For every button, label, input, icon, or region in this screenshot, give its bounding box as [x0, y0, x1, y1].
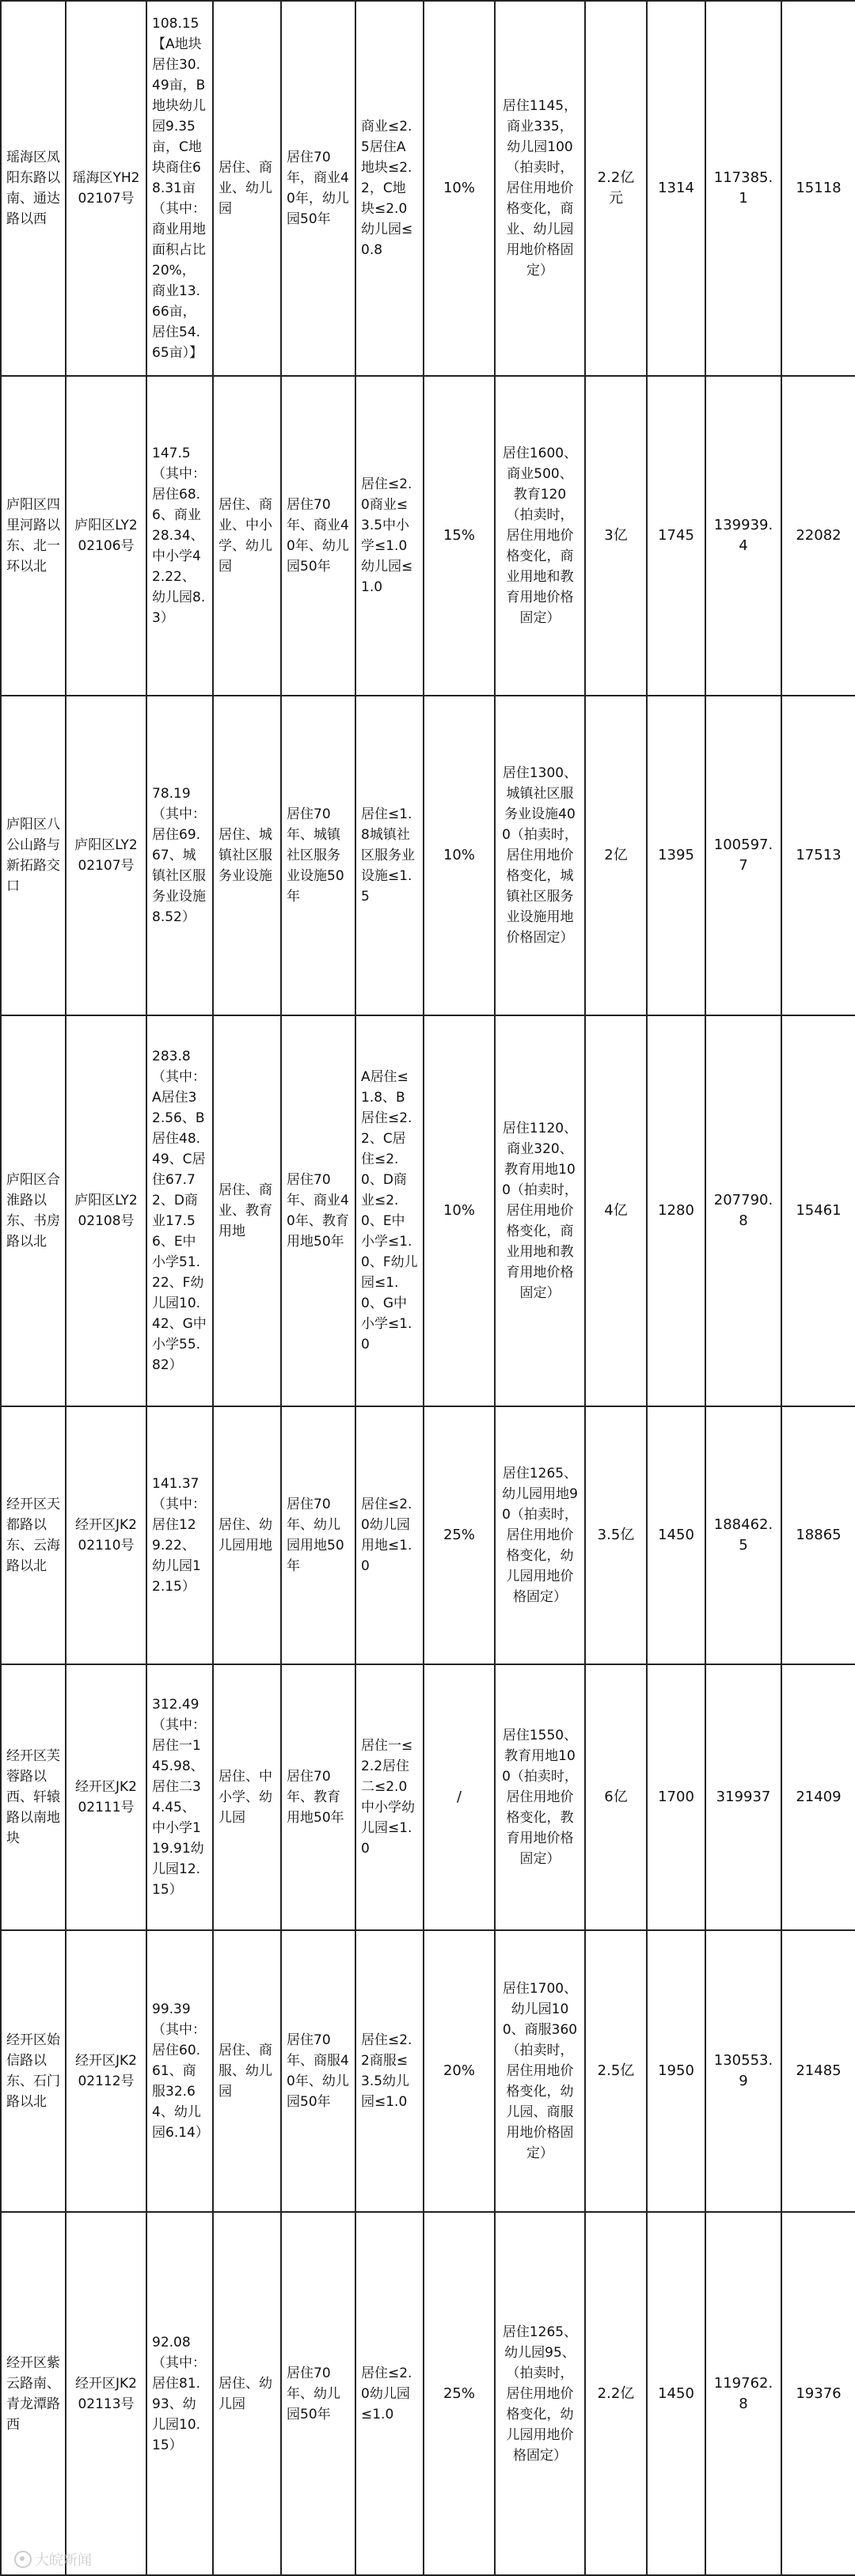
cell-plot-code: 庐阳区LY202107号: [66, 696, 146, 1015]
cell-deposit: 6亿: [585, 1664, 647, 1930]
cell-total-price: 319937: [705, 1664, 781, 1930]
cell-bond-ratio: 25%: [424, 1406, 495, 1664]
cell-area: 283.8（其中：A居住32.56、B居住48.49、C居住67.72、D商业17.56、E中小学51.22、F幼儿园10.42、G中小学55.82）: [146, 1015, 213, 1406]
cell-plot-ratio: 商业≤2.5居住A地块≤2.2，C地块≤2.0幼儿园≤0.8: [355, 1, 424, 376]
cell-price-note: 居住1550、教育用地100（拍卖时，居住用地价格变化，教育用地价格固定）: [495, 1664, 585, 1930]
cell-area: 99.39（其中：居住60.61、商服32.64、幼儿园6.14）: [146, 1930, 213, 2212]
cell-land-use: 居住、商业、中小学、幼儿园: [213, 376, 281, 696]
cell-floor-price: 21485: [781, 1930, 855, 2212]
cell-location: 经开区始信路以东、石门路以北: [1, 1930, 66, 2212]
cell-area: 141.37（其中：居住129.22、幼儿园12.15）: [146, 1406, 213, 1664]
cell-price-note: 居住1265、幼儿园用地90（拍卖时，居住用地价格变化，幼儿园用地价格固定）: [495, 1406, 585, 1664]
table-row: [1, 1664, 855, 1930]
cell-use-term: 居住70年、城镇社区服务业设施50年: [281, 696, 355, 1015]
cell-use-term: 居住70年、商服40年、幼儿园50年: [281, 1930, 355, 2212]
cell-plot-ratio: 居住≤2.0商业≤3.5中小学≤1.0幼儿园≤1.0: [355, 376, 424, 696]
cell-total-price: 117385.1: [705, 1, 781, 376]
watermark: [14, 2549, 92, 2570]
cell-floor-price: 15461: [781, 1015, 855, 1406]
cell-floor-price: 17513: [781, 696, 855, 1015]
cell-total-price: 207790.8: [705, 1015, 781, 1406]
cell-use-term: 居住70年、商业40年、教育用地50年: [281, 1015, 355, 1406]
cell-price-note: 居住1300、城镇社区服务业设施400（拍卖时，居住用地价格变化，城镇社区服务业设施用地价格固定）: [495, 696, 585, 1015]
table-row: [1, 1406, 855, 1664]
cell-location: 经开区紫云路南、青龙潭路西: [1, 2212, 66, 2575]
cell-plot-code: 经开区JK202112号: [66, 1930, 146, 2212]
cell-plot-ratio: 居住≤2.0幼儿园用地≤1.0: [355, 1406, 424, 1664]
cell-plot-ratio: 居住≤2.2商服≤3.5幼儿园≤1.0: [355, 1930, 424, 2212]
cell-limit: 1280: [647, 1015, 705, 1406]
cell-plot-code: 经开区JK202111号: [66, 1664, 146, 1930]
table-row: [1, 376, 855, 696]
cell-bond-ratio: 20%: [424, 1930, 495, 2212]
cell-limit: 1314: [647, 1, 705, 376]
cell-area: 312.49（其中：居住一145.98、居住二34.45、中小学119.91幼儿园12.15）: [146, 1664, 213, 1930]
cell-land-use: 居住、城镇社区服务业设施: [213, 696, 281, 1015]
cell-price-note: 居住1145，商业335，幼儿园100（拍卖时，居住用地价格变化，商业、幼儿园用地价格固定）: [495, 1, 585, 376]
cell-limit: 1450: [647, 2212, 705, 2575]
table-row: [1, 1, 855, 376]
cell-location: 庐阳区八公山路与新拓路交口: [1, 696, 66, 1015]
cell-limit: 1950: [647, 1930, 705, 2212]
cell-plot-code: 经开区JK202110号: [66, 1406, 146, 1664]
table-row: [1, 1015, 855, 1406]
cell-plot-code: 瑶海区YH202107号: [66, 1, 146, 376]
cell-area: 92.08（其中：居住81.93、幼儿园10.15）: [146, 2212, 213, 2575]
cell-location: 庐阳区四里河路以东、北一环以北: [1, 376, 66, 696]
cell-area: 108.15【A地块居住30.49亩，B地块幼儿园9.35亩，C地块商住68.31亩（其中：商业用地面积占比20%，商业13.66亩，居住54.65亩）】: [146, 1, 213, 376]
table-row: [1, 696, 855, 1015]
cell-plot-ratio: 居住≤2.0幼儿园≤1.0: [355, 2212, 424, 2575]
cell-bond-ratio: 10%: [424, 696, 495, 1015]
cell-use-term: 居住70年、幼儿园50年: [281, 2212, 355, 2575]
cell-plot-code: 经开区JK202113号: [66, 2212, 146, 2575]
cell-limit: 1450: [647, 1406, 705, 1664]
cell-total-price: 119762.8: [705, 2212, 781, 2575]
cell-deposit: 3.5亿: [585, 1406, 647, 1664]
cell-limit: 1395: [647, 696, 705, 1015]
cell-floor-price: 22082: [781, 376, 855, 696]
cell-bond-ratio: 15%: [424, 376, 495, 696]
cell-bond-ratio: 10%: [424, 1015, 495, 1406]
cell-plot-code: 庐阳区LY202108号: [66, 1015, 146, 1406]
cell-deposit: 3亿: [585, 376, 647, 696]
cell-limit: 1745: [647, 376, 705, 696]
cell-land-use: 居住、中小学、幼儿园: [213, 1664, 281, 1930]
cell-deposit: 2.2亿: [585, 2212, 647, 2575]
cell-plot-ratio: 居住一≤2.2居住二≤2.0中小学幼儿园≤1.0: [355, 1664, 424, 1930]
cell-bond-ratio: 25%: [424, 2212, 495, 2575]
table-row: [1, 1930, 855, 2212]
cell-bond-ratio: 10%: [424, 1, 495, 376]
cell-use-term: 居住70年、商业40年、幼儿园50年: [281, 376, 355, 696]
cell-price-note: 居住1120、商业320、教育用地100（拍卖时，居住用地价格变化，商业用地和教育用地价格固定）: [495, 1015, 585, 1406]
cell-use-term: 居住70年、教育用地50年: [281, 1664, 355, 1930]
cell-plot-ratio: A居住≤1.8、B居住≤2.2、C居住≤2.0、D商业≤2.0、E中小学≤1.0、F幼儿园≤1.0、G中小学≤1.0: [355, 1015, 424, 1406]
cell-land-use: 居住、幼儿园用地: [213, 1406, 281, 1664]
cell-deposit: 2.2亿元: [585, 1, 647, 376]
cell-land-use: 居住、商业、教育用地: [213, 1015, 281, 1406]
cell-bond-ratio: /: [424, 1664, 495, 1930]
cell-plot-ratio: 居住≤1.8城镇社区服务业设施≤1.5: [355, 696, 424, 1015]
cell-price-note: 居住1265、幼儿园95、（拍卖时，居住用地价格变化，幼儿园用地价格固定）: [495, 2212, 585, 2575]
cell-total-price: 188462.5: [705, 1406, 781, 1664]
cell-plot-code: 庐阳区LY202106号: [66, 376, 146, 696]
cell-use-term: 居住70年，商业40年，幼儿园50年: [281, 1, 355, 376]
cell-total-price: 100597.7: [705, 696, 781, 1015]
cell-location: 经开区芙蓉路以西、轩辕路以南地块: [1, 1664, 66, 1930]
watermark-text: 大皖新闻: [35, 2552, 92, 2569]
cell-location: 庐阳区合淮路以东、书房路以北: [1, 1015, 66, 1406]
table-row: [1, 2212, 855, 2575]
cell-land-use: 居住、商服、幼儿园: [213, 1930, 281, 2212]
cell-deposit: 4亿: [585, 1015, 647, 1406]
cell-area: 147.5（其中：居住68.6、商业28.34、中小学42.22、幼儿园8.3）: [146, 376, 213, 696]
camera-logo-icon: [14, 2551, 32, 2568]
cell-use-term: 居住70年、幼儿园用地50年: [281, 1406, 355, 1664]
cell-area: 78.19（其中：居住69.67、城镇社区服务业设施8.52）: [146, 696, 213, 1015]
cell-price-note: 居住1600、商业500、教育120（拍卖时，居住用地价格变化，商业用地和教育用地价格固定）: [495, 376, 585, 696]
cell-floor-price: 21409: [781, 1664, 855, 1930]
cell-location: 瑶海区凤阳东路以南、通达路以西: [1, 1, 66, 376]
cell-deposit: 2亿: [585, 696, 647, 1015]
cell-floor-price: 19376: [781, 2212, 855, 2575]
cell-price-note: 居住1700、幼儿园100、商服360（拍卖时，居住用地价格变化，幼儿园、商服用地价格固定）: [495, 1930, 585, 2212]
cell-deposit: 2.5亿: [585, 1930, 647, 2212]
cell-floor-price: 15118: [781, 1, 855, 376]
cell-total-price: 139939.4: [705, 376, 781, 696]
cell-land-use: 居住、商业、幼儿园: [213, 1, 281, 376]
cell-total-price: 130553.9: [705, 1930, 781, 2212]
cell-limit: 1700: [647, 1664, 705, 1930]
cell-location: 经开区天都路以东、云海路以北: [1, 1406, 66, 1664]
cell-floor-price: 18865: [781, 1406, 855, 1664]
cell-land-use: 居住、幼儿园: [213, 2212, 281, 2575]
